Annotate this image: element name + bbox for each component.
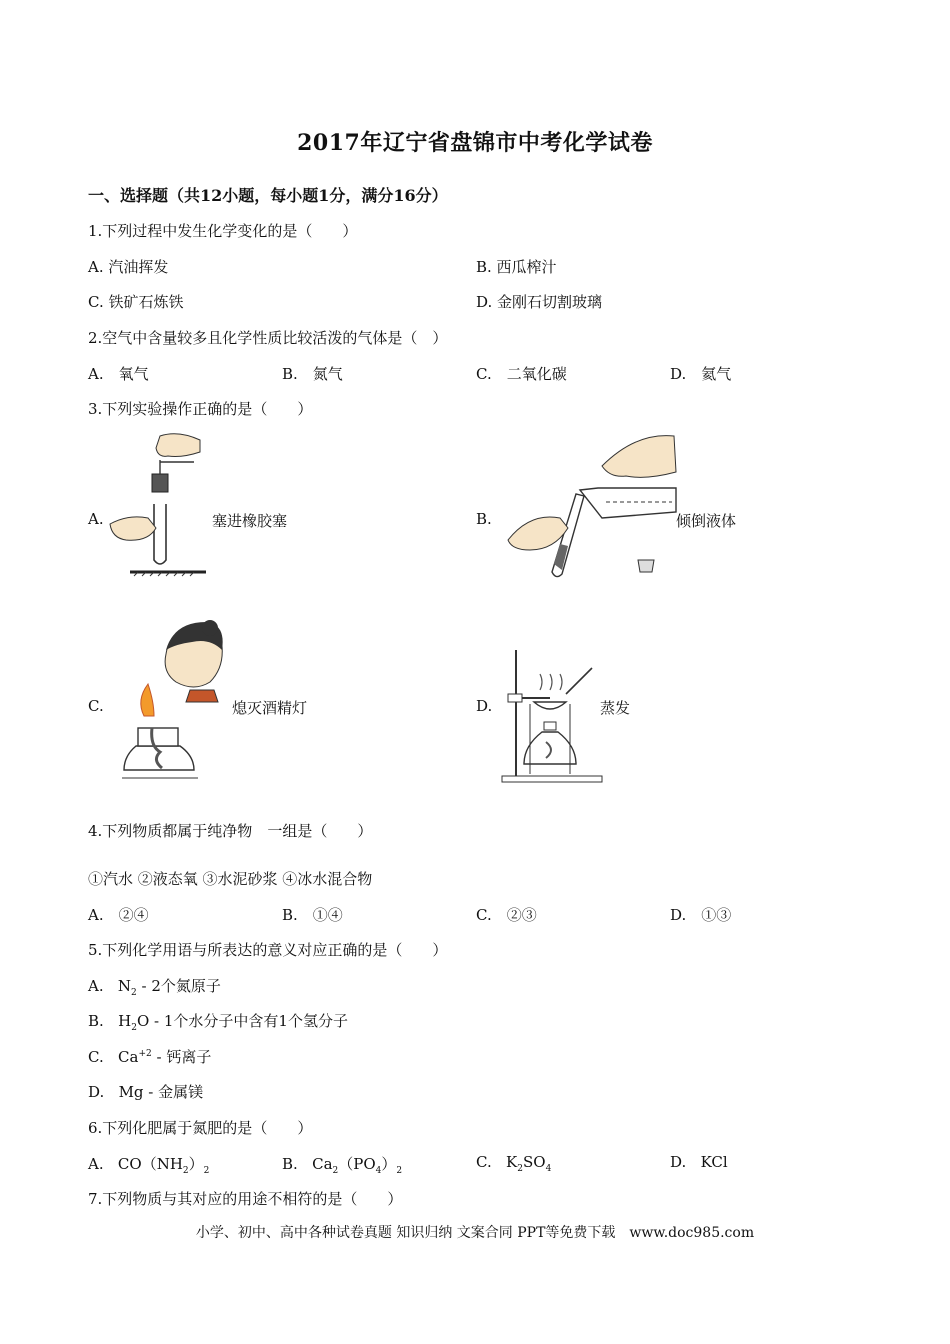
formula: CO（NH xyxy=(117,1155,183,1173)
page-footer: 小学、初中、高中各种试卷真题 知识归纳 文案合同 PPT等免费下载 www.doc985.com xyxy=(195,1225,755,1241)
question-5-option-c xyxy=(88,1046,211,1067)
subscript: 4 xyxy=(545,1164,552,1174)
question-2-stem: 2.空气中含量较多且化学性质比较活泼的气体是（ ） xyxy=(88,329,448,347)
subscript: 2 xyxy=(182,1166,189,1176)
subscript: 2 xyxy=(517,1164,523,1174)
option-label: B. xyxy=(88,1012,104,1030)
formula: K xyxy=(506,1153,518,1171)
question-5-option-d xyxy=(88,1081,203,1102)
question-4-option-c: C. ②③ xyxy=(476,906,537,924)
formula: H xyxy=(118,1012,132,1030)
subscript: 2 xyxy=(332,1166,339,1176)
superscript: +2 xyxy=(138,1049,152,1059)
question-6-option-b xyxy=(282,1153,402,1176)
question-1-option-b: B. 西瓜榨汁 xyxy=(476,258,557,276)
question-5-option-a xyxy=(88,975,221,998)
question-6-option-a xyxy=(88,1153,209,1176)
formula: （PO xyxy=(338,1155,376,1173)
meaning: Mg - 金属镁 xyxy=(118,1083,204,1101)
question-3-option-c-caption: 熄灭酒精灯 xyxy=(232,699,308,717)
meaning: - 1个水分子中含有1个氢分子 xyxy=(149,1012,348,1030)
blow-out-alcohol-lamp-illustration xyxy=(114,620,228,786)
evaporation-setup-illustration xyxy=(500,646,610,786)
question-1-stem: 1.下列过程中发生化学变化的是（ ） xyxy=(88,222,358,240)
subscript: 4 xyxy=(375,1166,382,1176)
question-4-stem: 4.下列物质都属于纯净物 一组是（ ） xyxy=(88,822,373,840)
option-label: A. xyxy=(88,1155,104,1173)
question-4-option-a: A. ②④ xyxy=(88,906,149,924)
formula: KCl xyxy=(700,1153,728,1171)
section-heading: 一、选择题（共12小题，每小题1分，满分16分） xyxy=(88,186,448,205)
question-3-option-b-caption: 倾倒液体 xyxy=(676,512,737,530)
option-label: C. xyxy=(476,1153,492,1171)
formula: Ca xyxy=(312,1155,333,1173)
question-3-option-d-letter: D. xyxy=(476,697,493,715)
meaning: - 钙离子 xyxy=(151,1048,212,1066)
question-3-option-a-caption: 塞进橡胶塞 xyxy=(212,512,288,530)
option-label: B. xyxy=(282,1155,298,1173)
formula: N xyxy=(117,977,132,995)
option-label: C. xyxy=(88,1048,104,1066)
subscript: 2 xyxy=(203,1166,210,1176)
subscript: 2 xyxy=(131,988,137,998)
option-label: A. xyxy=(88,977,104,995)
question-4-items: ①汽水 ②液态氧 ③水泥砂浆 ④冰水混合物 xyxy=(88,870,373,888)
option-label: D. xyxy=(670,1153,687,1171)
question-3-stem: 3.下列实验操作正确的是（ ） xyxy=(88,400,313,418)
question-5-stem: 5.下列化学用语与所表达的意义对应正确的是（ ） xyxy=(88,941,448,959)
question-3-option-d-caption: 蒸发 xyxy=(600,699,631,717)
formula: O xyxy=(136,1012,150,1030)
formula: SO xyxy=(522,1153,546,1171)
question-6-option-d xyxy=(670,1153,728,1171)
formula: ） xyxy=(381,1155,397,1173)
question-2-option-d: D. 氦气 xyxy=(670,365,732,383)
formula: ） xyxy=(188,1155,204,1173)
question-3-option-c-letter: C. xyxy=(88,697,104,715)
question-2-option-b: B. 氮气 xyxy=(282,365,343,383)
question-3-option-a-letter: A. xyxy=(88,510,104,528)
meaning: - 2个氮原子 xyxy=(136,977,221,995)
question-4-option-b: B. ①④ xyxy=(282,906,343,924)
question-5-option-b xyxy=(88,1010,348,1033)
question-4-option-d: D. ①③ xyxy=(670,906,732,924)
page-title: 2017年辽宁省盘锦市中考化学试卷 xyxy=(297,130,653,156)
question-2-option-a: A. 氧气 xyxy=(88,365,149,383)
option-label: D. xyxy=(88,1083,105,1101)
question-3-option-b-letter: B. xyxy=(476,510,492,528)
question-1-option-c: C. 铁矿石炼铁 xyxy=(88,293,184,311)
formula: Ca xyxy=(118,1048,139,1066)
question-2-option-c: C. 二氧化碳 xyxy=(476,365,567,383)
subscript: 2 xyxy=(396,1166,403,1176)
subscript: 2 xyxy=(131,1023,137,1033)
pour-liquid-illustration xyxy=(506,432,676,582)
question-1-option-a: A. 汽油挥发 xyxy=(88,258,169,276)
question-1-option-d: D. 金刚石切割玻璃 xyxy=(476,293,603,311)
question-6-option-c xyxy=(476,1153,551,1174)
question-6-stem: 6.下列化肥属于氮肥的是（ ） xyxy=(88,1119,313,1137)
question-7-stem: 7.下列物质与其对应的用途不相符的是（ ） xyxy=(88,1190,403,1208)
insert-stopper-illustration xyxy=(108,430,210,578)
